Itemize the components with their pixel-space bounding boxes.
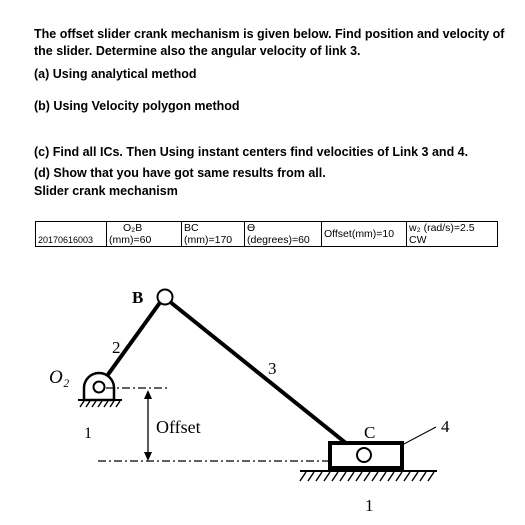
ground-pivot-o2 [78,373,122,407]
figure-title: Slider crank mechanism [34,184,178,198]
link-4-leader [402,427,436,445]
offset-value: Offset(mm)=10 [324,228,395,240]
theta-label: ϴ [247,222,256,234]
o2b-cell [107,222,182,247]
label-offset: Offset [156,417,201,437]
label-b: B [132,288,144,307]
link-2-crank [99,297,164,387]
given-values-row [36,222,498,247]
label-link-4: 4 [441,417,450,436]
part-c: (c) Find all ICs. Then Using instant centers find velocities of Link 3 and 4. [34,145,469,159]
bc-cell [182,222,245,247]
label-c: C [364,423,376,442]
slider-block [330,443,402,468]
label-ground-1-bottom: 1 [365,496,374,515]
label-o2: O₂ [49,367,70,388]
label-link-3: 3 [268,359,277,378]
part-a: (a) Using analytical method [34,67,197,81]
problem-statement: The offset slider crank mechanism is given below. Find position and velocity of the slider. Determine also the angular velocity of link 3. [34,27,505,58]
bc-label: BC [184,222,199,234]
w2-cell [407,222,498,247]
offset-dimension [144,390,152,461]
w2-direction: CW [409,234,427,246]
offset-cell [322,222,407,247]
o2b-label: O₂B [123,222,143,234]
label-ground-1-left: 1 [84,425,92,442]
bc-value: (mm)=170 [184,234,233,246]
part-d: (d) Show that you have got same results from all. [34,166,326,180]
slider-ground [300,471,437,481]
student-id-cell [36,222,107,247]
joint-c [357,448,371,462]
joint-o2 [94,382,105,393]
label-link-2: 2 [112,338,121,357]
part-b: (b) Using Velocity polygon method [34,99,240,113]
o2b-value: (mm)=60 [109,234,152,246]
student-id: 20170616003 [38,235,94,245]
theta-value: (degrees)=60 [247,234,310,246]
given-values-table [35,221,498,247]
theta-cell [245,222,322,247]
w2-value: w₂ (rad/s)=2.5 [409,222,475,234]
slider-crank-diagram [0,270,525,525]
joint-b [158,290,173,305]
